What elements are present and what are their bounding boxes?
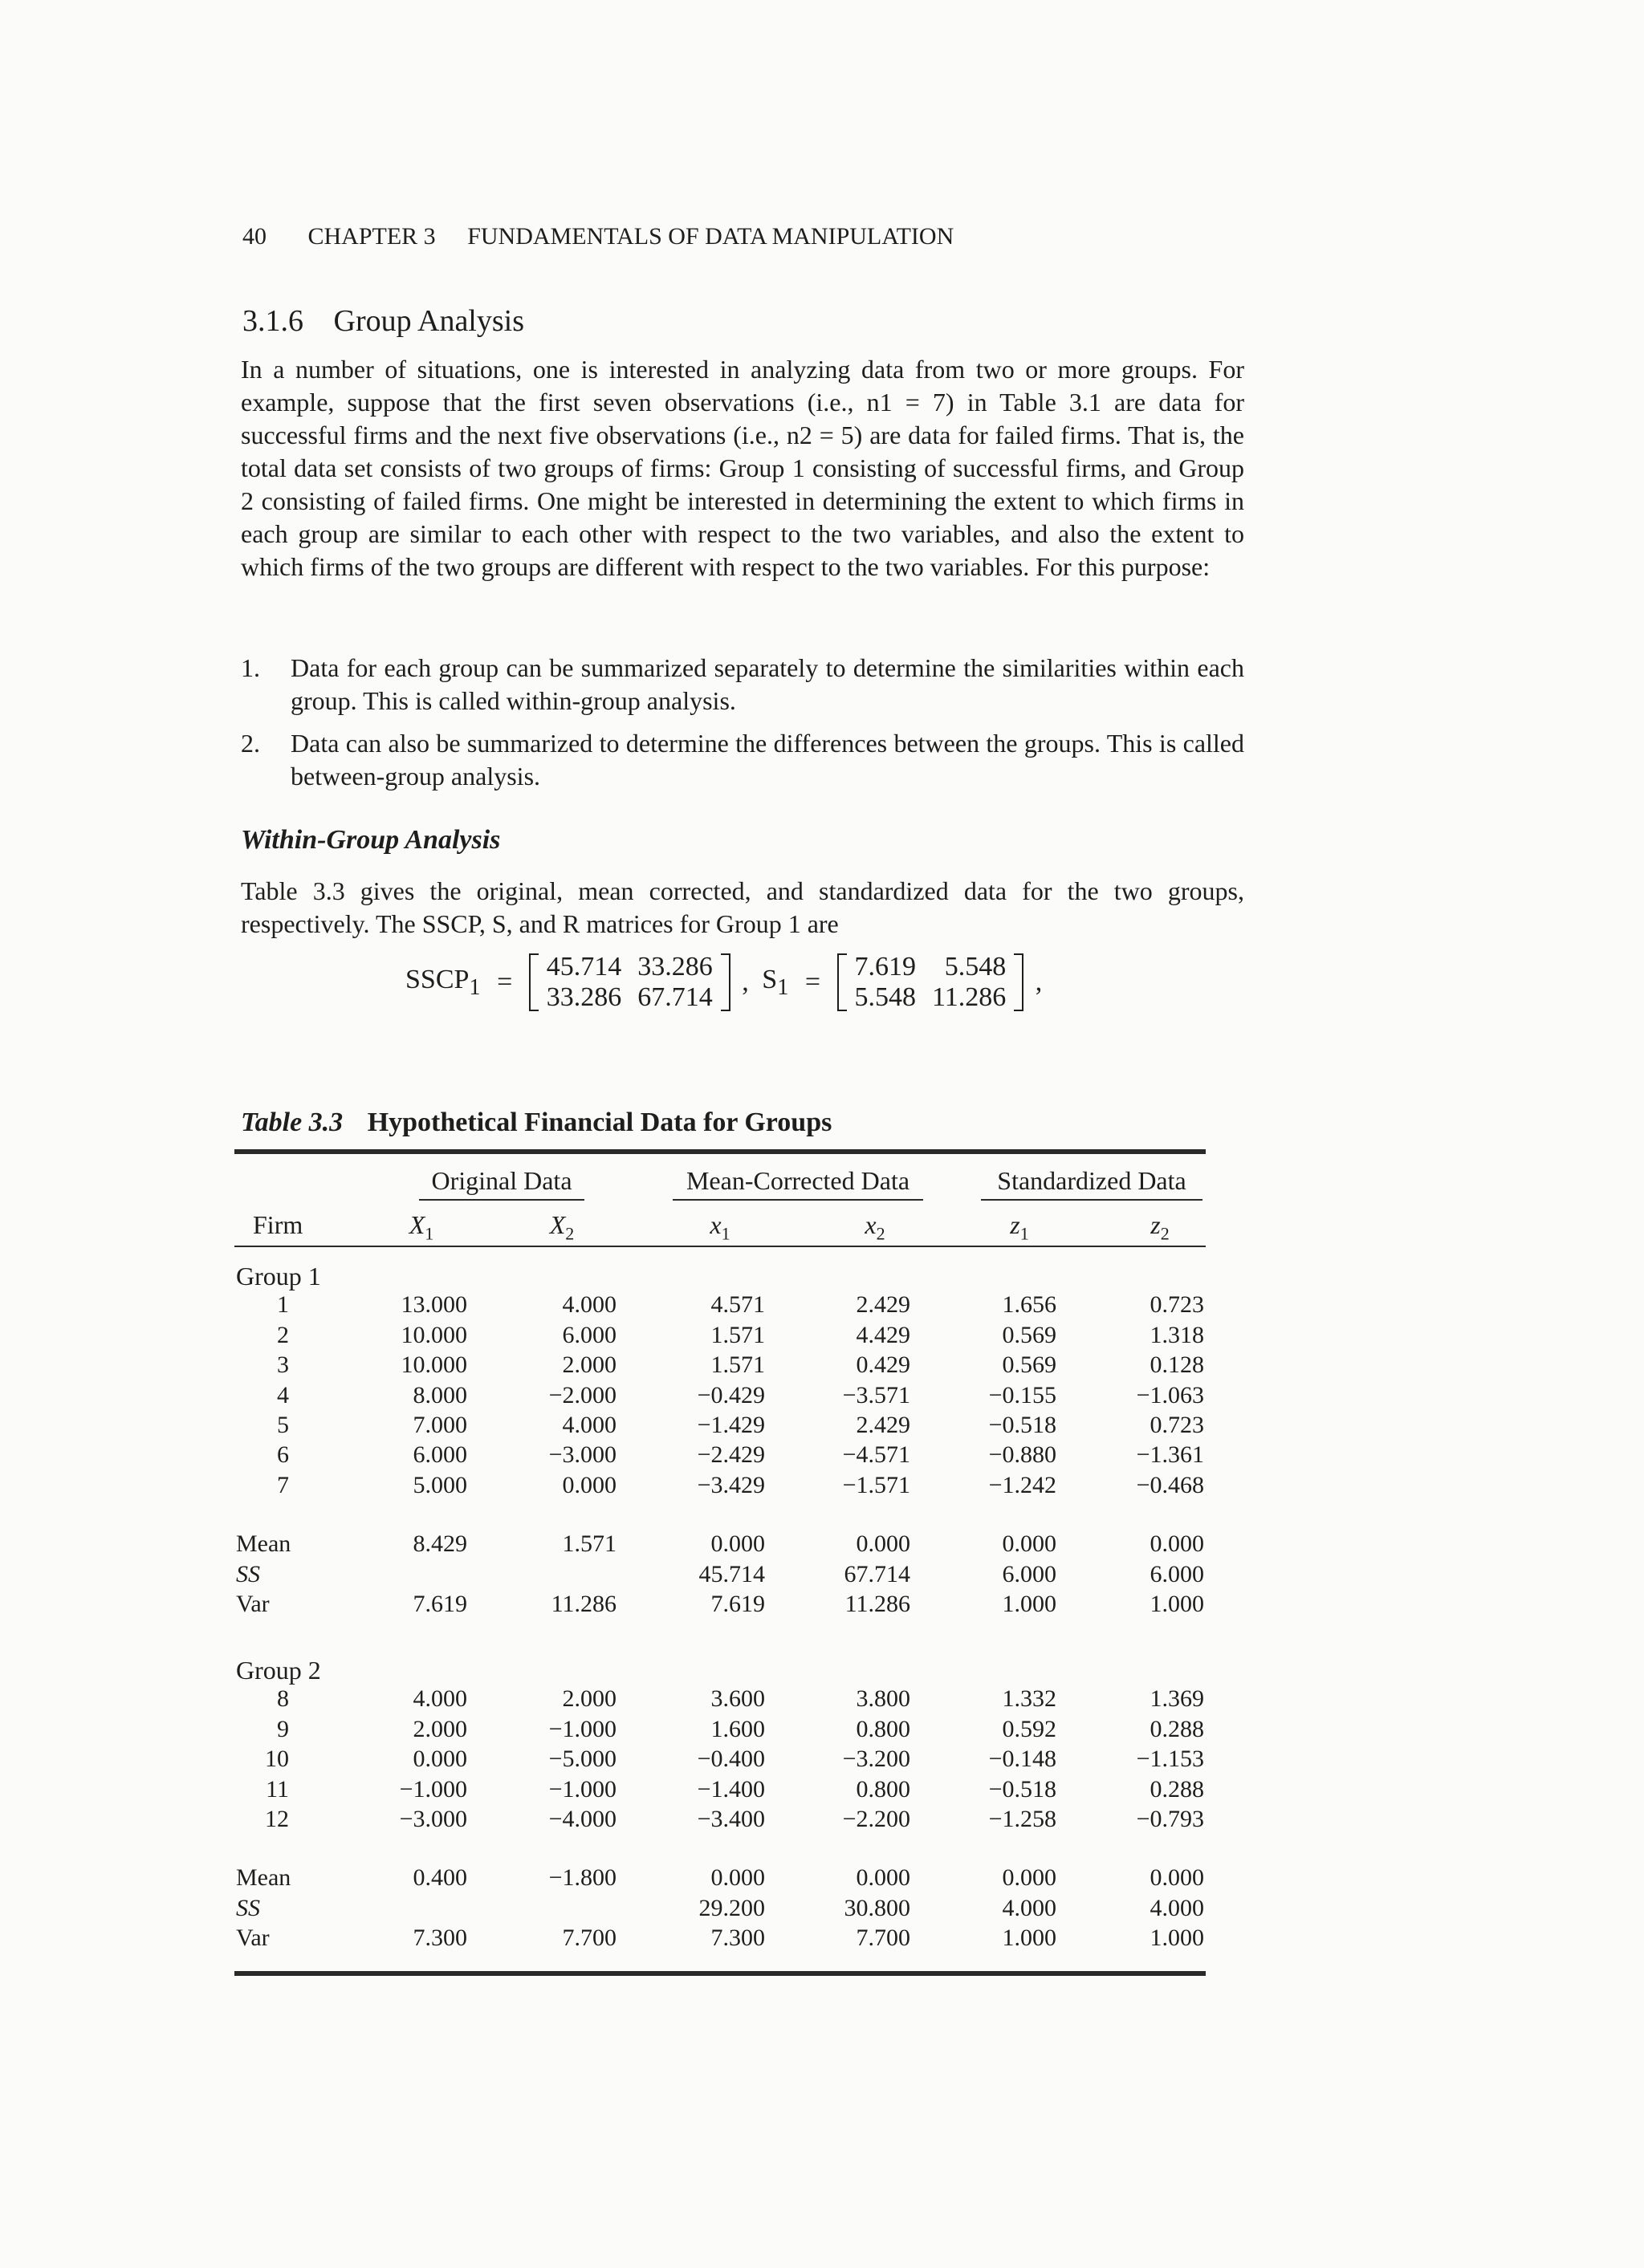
chapter-label: CHAPTER 3 [307,223,436,250]
stat-label: Var [236,1925,270,1952]
col-header-X2: $X_2$ [549,1210,575,1244]
table-value: 10.000 [401,1351,467,1379]
table-value: −0.148 [988,1746,1056,1773]
firm-id: 3 [277,1351,289,1379]
table-value: 0.569 [1002,1321,1056,1348]
stat-value: 0.000 [1002,1864,1056,1892]
group-header-mean-corrected: Mean-Corrected Data [686,1166,910,1195]
table-value: −3.429 [697,1471,765,1498]
table-title: Hypothetical Financial Data for Groups [367,1108,832,1137]
table-value: 5.000 [413,1471,467,1498]
table-value: −1.571 [842,1471,910,1498]
table-value: −1.242 [988,1471,1056,1498]
stat-value: 7.700 [562,1925,616,1952]
table-value: 6.000 [413,1441,467,1469]
table-value: 1.600 [710,1715,765,1742]
stat-label: Var [236,1591,270,1617]
stat-value: 0.000 [710,1864,765,1892]
table-value: 2.429 [856,1412,910,1438]
firm-id: 12 [265,1806,289,1832]
col-header-X1: $X_1$ [409,1210,434,1244]
col-header-x2: $x_2$ [865,1210,885,1244]
sscp-matrix: 45.714 33.286 33.286 67.714 [529,952,730,1013]
subheading: Within-Group Analysis [241,825,501,855]
table-value: −1.400 [697,1775,765,1803]
stat-value: 7.300 [710,1925,765,1952]
table-value: 0.429 [856,1351,910,1379]
table-value: 0.592 [1002,1715,1056,1742]
table-value: 0.800 [856,1715,910,1742]
page-number: 40 [242,223,267,250]
table-value: 0.000 [413,1746,467,1773]
table-value: −0.155 [988,1381,1056,1408]
firm-id: 7 [277,1471,289,1498]
table-value: 6.000 [562,1321,616,1348]
stat-value: 0.400 [413,1864,467,1892]
group-header-standardized: Standardized Data [997,1166,1186,1195]
table-value: 0.288 [1150,1775,1204,1803]
group-header-original: Original Data [431,1166,572,1195]
col-header-firm: Firm [253,1210,303,1239]
firm-id: 5 [277,1412,289,1438]
table-value: −3.571 [842,1381,910,1408]
table-value: −0.468 [1136,1471,1204,1498]
table-value: −1.000 [548,1715,616,1742]
table-label: Table 3.3 [241,1108,344,1137]
table-value: −1.429 [697,1412,765,1438]
stat-value: 29.200 [698,1894,765,1921]
list-number: 1. [241,653,260,682]
table-value: 2.000 [562,1685,616,1713]
table-value: −3.200 [842,1746,910,1773]
table-value: −3.000 [399,1806,467,1832]
table-value: −4.571 [842,1441,910,1469]
stat-value: 6.000 [1002,1560,1056,1587]
firm-id: 4 [277,1381,289,1408]
list-text: Data for each group can be summarized separately to determine the similarities within each group. This is called within-group analysis. [291,653,1244,715]
section-name: Group Analysis [333,304,524,338]
stat-label: Mean [236,1864,291,1892]
col-header-z1: $z_1$ [1010,1210,1029,1244]
chapter-title: FUNDAMENTALS OF DATA MANIPULATION [467,223,954,250]
table-value: −3.400 [697,1806,765,1832]
stat-value: 7.619 [710,1591,765,1617]
table-value: 3.800 [856,1685,910,1713]
stat-value: 0.000 [856,1864,910,1892]
stat-label: Mean [236,1530,291,1558]
comma: , [1035,967,1043,997]
stat-label: SS [236,1894,260,1921]
table-value: 0.288 [1150,1715,1204,1742]
stat-value: 45.714 [698,1560,765,1587]
stat-value: 30.800 [844,1894,910,1921]
table-value: 10.000 [401,1321,467,1348]
table-value: 0.723 [1150,1291,1204,1319]
table-value: 13.000 [401,1291,467,1319]
stat-value: 0.000 [1002,1530,1056,1558]
col-header-x1: $x_1$ [710,1210,730,1244]
table-value: −0.518 [988,1412,1056,1438]
table-value: −2.000 [548,1381,616,1408]
firm-id: 6 [277,1441,289,1469]
list-text: Data can also be summarized to determine the differences between the groups. This is called between-group analysis. [291,729,1244,791]
stat-value: 0.000 [856,1530,910,1558]
stat-value: 11.286 [551,1591,616,1617]
s-label: $S_1$ [762,964,789,1000]
stat-value: 67.714 [844,1560,910,1587]
table-value: 1.332 [1002,1685,1056,1713]
table-value: 2.000 [413,1715,467,1742]
firm-id: 1 [277,1291,289,1319]
list-number: 2. [241,729,260,758]
table-value: −4.000 [548,1806,616,1832]
table-value: −0.429 [697,1381,765,1408]
table-value: 4.000 [413,1685,467,1713]
table-value: −5.000 [548,1746,616,1773]
table-value: 0.000 [562,1471,616,1498]
stat-value: 11.286 [844,1591,910,1617]
equals-sign: = [497,967,513,997]
group-label: Group 2 [236,1656,321,1685]
table-value: 2.000 [562,1351,616,1379]
stat-value: 1.000 [1150,1591,1204,1617]
table-value: −0.518 [988,1775,1056,1803]
table-value: −1.153 [1136,1746,1204,1773]
table-value: 2.429 [856,1291,910,1319]
table-value: 3.600 [710,1685,765,1713]
intro-paragraph: In a number of situations, one is interested in analyzing data from two or more groups. For example, suppose that the first seven observations (i.e., n1 = 7) in Table 3.1 are data for successful firms and the next five observations (i.e., n2 = 5) are data for failed firms. That is, the total data set consists of two groups of firms: Group 1 consisting of successful firms, and Group 2 consisting of failed firms. One might be interested in determining the extent to which firms in each group are similar to each other with respect to the two variables, and also the extent to which firms of the two groups are different with respect to the two variables. For this purpose: [241,355,1244,581]
firm-id: 8 [277,1685,289,1713]
stat-label: SS [236,1560,260,1587]
stat-value: 4.000 [1002,1894,1056,1921]
table-value: 4.000 [562,1412,616,1438]
table-value: −1.063 [1136,1381,1204,1408]
table-value: 1.656 [1002,1291,1056,1319]
table-value: 4.429 [856,1321,910,1348]
stat-value: −1.800 [548,1864,616,1892]
stat-value: 7.300 [413,1925,467,1952]
stat-value: 1.000 [1150,1925,1204,1952]
col-header-z2: $z_2$ [1150,1210,1170,1244]
table-value: −0.793 [1136,1806,1204,1832]
table-value: −2.200 [842,1806,910,1832]
table-value: 0.569 [1002,1351,1056,1379]
table-value: −0.400 [697,1746,765,1773]
s-matrix: 7.619 5.548 5.548 11.286 [837,952,1024,1013]
table-value: 0.128 [1150,1351,1204,1379]
stat-value: 6.000 [1150,1560,1204,1587]
stat-value: 7.700 [856,1925,910,1952]
stat-value: 0.000 [1150,1530,1204,1558]
group-label: Group 1 [236,1262,321,1290]
table-value: 4.571 [710,1291,765,1319]
table-value: −0.880 [988,1441,1056,1469]
stat-value: 7.619 [413,1591,467,1617]
table-value: −3.000 [548,1441,616,1469]
stat-value: 0.000 [1150,1864,1204,1892]
table-value: 4.000 [562,1291,616,1319]
sscp-label: $SSCP_1$ [405,964,481,1000]
table-value: −2.429 [697,1441,765,1469]
table-value: −1.258 [988,1806,1056,1832]
table-value: 1.571 [710,1351,765,1379]
table-value: −1.000 [399,1775,467,1803]
within-group-paragraph: Table 3.3 gives the original, mean corrected, and standardized data for the two groups, respectively. The SSCP, S, and R matrices for Group 1 are [241,876,1244,938]
stat-value: 1.571 [562,1530,616,1558]
stat-value: 4.000 [1150,1894,1204,1921]
table-value: 1.369 [1150,1685,1204,1713]
stat-value: 1.000 [1002,1925,1056,1952]
table-value: −1.000 [548,1775,616,1803]
table-value: 8.000 [413,1381,467,1408]
table-value: 0.723 [1150,1412,1204,1438]
section-number: 3.1.6 [242,304,303,338]
table-value: 0.800 [856,1775,910,1803]
equals-sign: = [804,967,821,997]
table-value: −1.361 [1136,1441,1204,1469]
table-value: 1.318 [1150,1321,1204,1348]
firm-id: 10 [265,1746,289,1773]
firm-id: 11 [266,1775,289,1803]
firm-id: 2 [277,1321,289,1348]
comma: , [742,967,749,997]
table-value: 1.571 [710,1321,765,1348]
stat-value: 8.429 [413,1530,467,1558]
table-value: 7.000 [413,1412,467,1438]
firm-id: 9 [277,1715,289,1742]
stat-value: 1.000 [1002,1591,1056,1617]
stat-value: 0.000 [710,1530,765,1558]
